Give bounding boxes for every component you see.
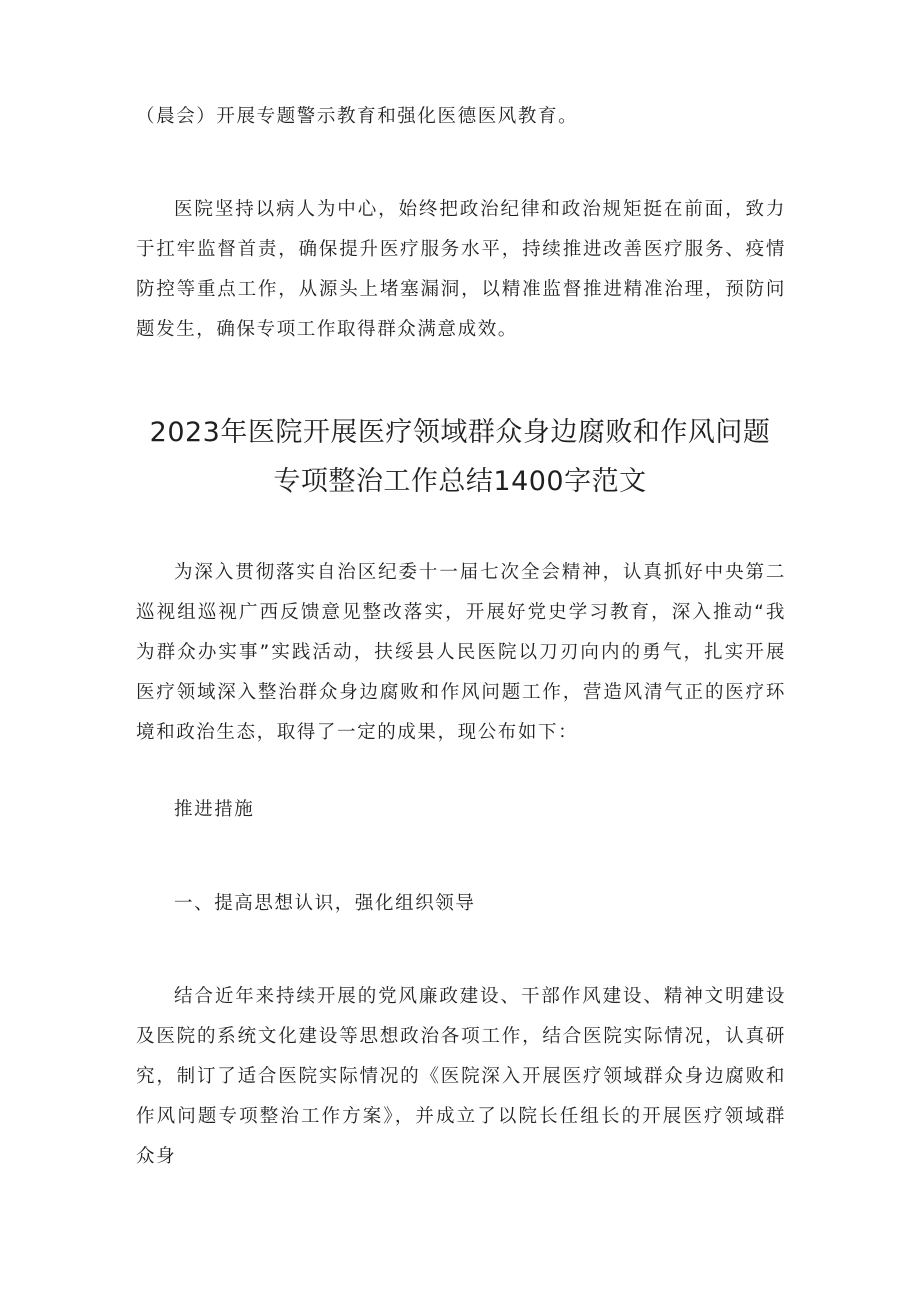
section-label: 推进措施 (174, 799, 255, 820)
document-title-line-2: 专项整治工作总结1400字范文 (273, 466, 647, 497)
section-one-paragraph: 结合近年来持续开展的党风廉政建设、干部作风建设、精神文明建设及医院的系统文化建设等思想政治各项工作，结合医院实际情况，认真研究，制订了适合医院实际情况的《医院深入开展医疗领域群众身边腐败和作风问题专项整治工作方案》，并成立了以院长任组长的开展医疗领域群众身 (136, 986, 786, 1167)
section-heading-one: 一、提高思想认识，强化组织领导 (174, 893, 476, 914)
intro-tail-paragraph: （晨会）开展专题警示教育和强化医德医风教育。 (136, 106, 579, 127)
opening-paragraph: 为深入贯彻落实自治区纪委十一届七次全会精神，认真抓好中央第二巡视组巡视广西反馈意见整改落实，开展好党史学习教育，深入推动“我为群众办实事”实践活动，扶绥县人民医院以刀刃向内的勇气，扎实开展医疗领域深入整治群众身边腐败和作风问题工作，营造风清气正的医疗环境和政治生态，取得了一定的成果，现公布如下： (136, 562, 786, 743)
hospital-commitment-paragraph: 医院坚持以病人为中心，始终把政治纪律和政治规矩挺在前面，致力于扛牢监督首责，确保提升医疗服务水平，持续推进改善医疗服务、疫情防控等重点工作，从源头上堵塞漏洞，以精准监督推进精准治理，预防问题发生，确保专项工作取得群众满意成效。 (136, 199, 786, 340)
document-title-line-1: 2023年医院开展医疗领域群众身边腐败和作风问题 (149, 417, 771, 448)
